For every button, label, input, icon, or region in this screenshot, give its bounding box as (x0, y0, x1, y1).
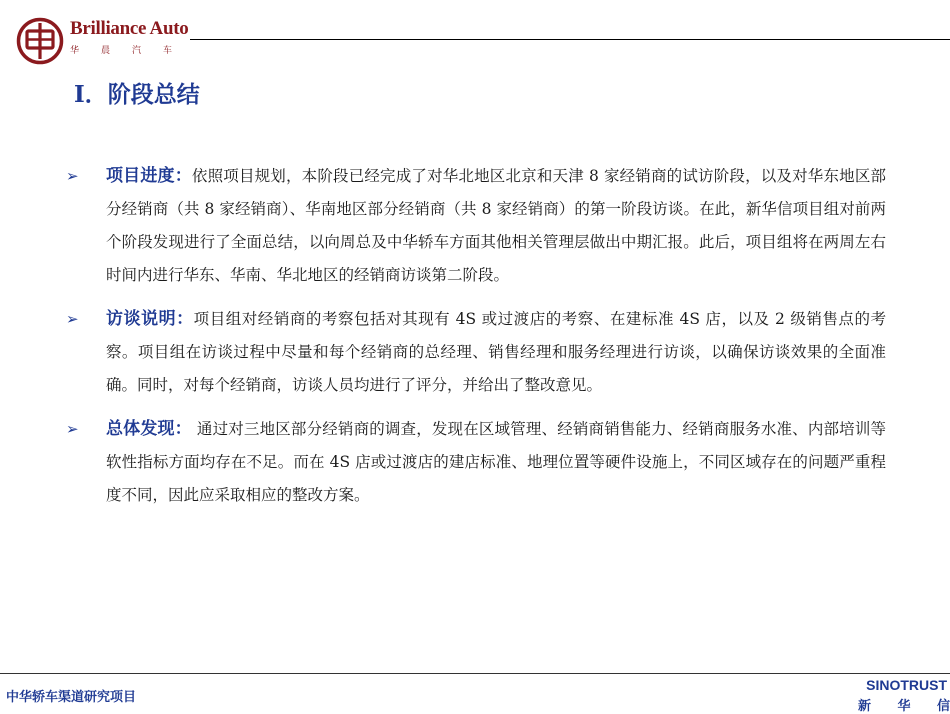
brand-name-cn (70, 43, 172, 56)
header-divider (190, 39, 950, 40)
item-text: 依照项目规划，本阶段已经完成了对华北地区北京和天津 8 家经销商的试访阶段，以及对华东地区部分经销商（共 8 家经销商）、华南地区部分经销商（共 8 家经销商）的第一阶段访谈。在此，新华信项目组对前两个阶段发现进行了全面总结，以向周总及中华轿车方面其他相关管理层做出中期汇报。此后，项目组将在两周左右时间内进行华东、华南、华北地区的经销商访谈第二阶段。 (106, 167, 886, 284)
item-paragraph (106, 303, 886, 402)
brand-cn-char: 华 (70, 46, 80, 56)
footer-company-cn (858, 695, 950, 714)
arrow-bullet-icon: ➢ (66, 310, 79, 328)
item-label: 访谈说明： (106, 309, 194, 329)
arrow-bullet-icon: ➢ (66, 167, 79, 185)
item-paragraph (106, 160, 886, 292)
company-cn-char: 新 (858, 699, 872, 714)
company-cn-char: 信 (936, 699, 950, 714)
list-item (66, 160, 886, 292)
item-text: 通过对三地区部分经销商的调查，发现在区域管理、经销商销售能力、经销商服务水准、内部培训等软性指标方面均存在不足。而在 4S 店或过渡店的建店标准、地理位置等硬件设施上，不同区域存在的问题严重程度不同，因此应采取相应的整改方案。 (106, 420, 886, 504)
footer-company-en: SINOTRUST (866, 677, 947, 693)
brand-name-en: Brilliance Auto (70, 18, 189, 39)
slide-title: I．阶段总结 (74, 81, 200, 108)
item-label: 项目进度： (106, 166, 192, 186)
item-text: 项目组对经销商的考察包括对其现有 4S 或过渡店的考察、在建标准 4S 店，以及 2 级销售点的考察。项目组在访谈过程中尽量和每个经销商的总经理、销售经理和服务经理进行访谈，以确保访谈效果的全面准确。同时，对每个经销商，访谈人员均进行了评分，并给出了整改意见。 (106, 310, 886, 394)
item-paragraph (106, 413, 886, 512)
arrow-bullet-icon: ➢ (66, 420, 79, 438)
brand-cn-char: 车 (162, 46, 172, 56)
list-item (66, 413, 886, 512)
brilliance-auto-logo-icon (16, 17, 64, 65)
list-item (66, 303, 886, 402)
footer-divider (0, 673, 950, 674)
summary-list (66, 160, 886, 523)
company-cn-char: 华 (897, 699, 911, 714)
item-label: 总体发现： (106, 419, 192, 439)
footer-project-name: 中华轿车渠道研究项目 (6, 690, 137, 705)
brand-cn-char: 晨 (100, 46, 110, 56)
brand-cn-char: 汽 (131, 46, 141, 56)
